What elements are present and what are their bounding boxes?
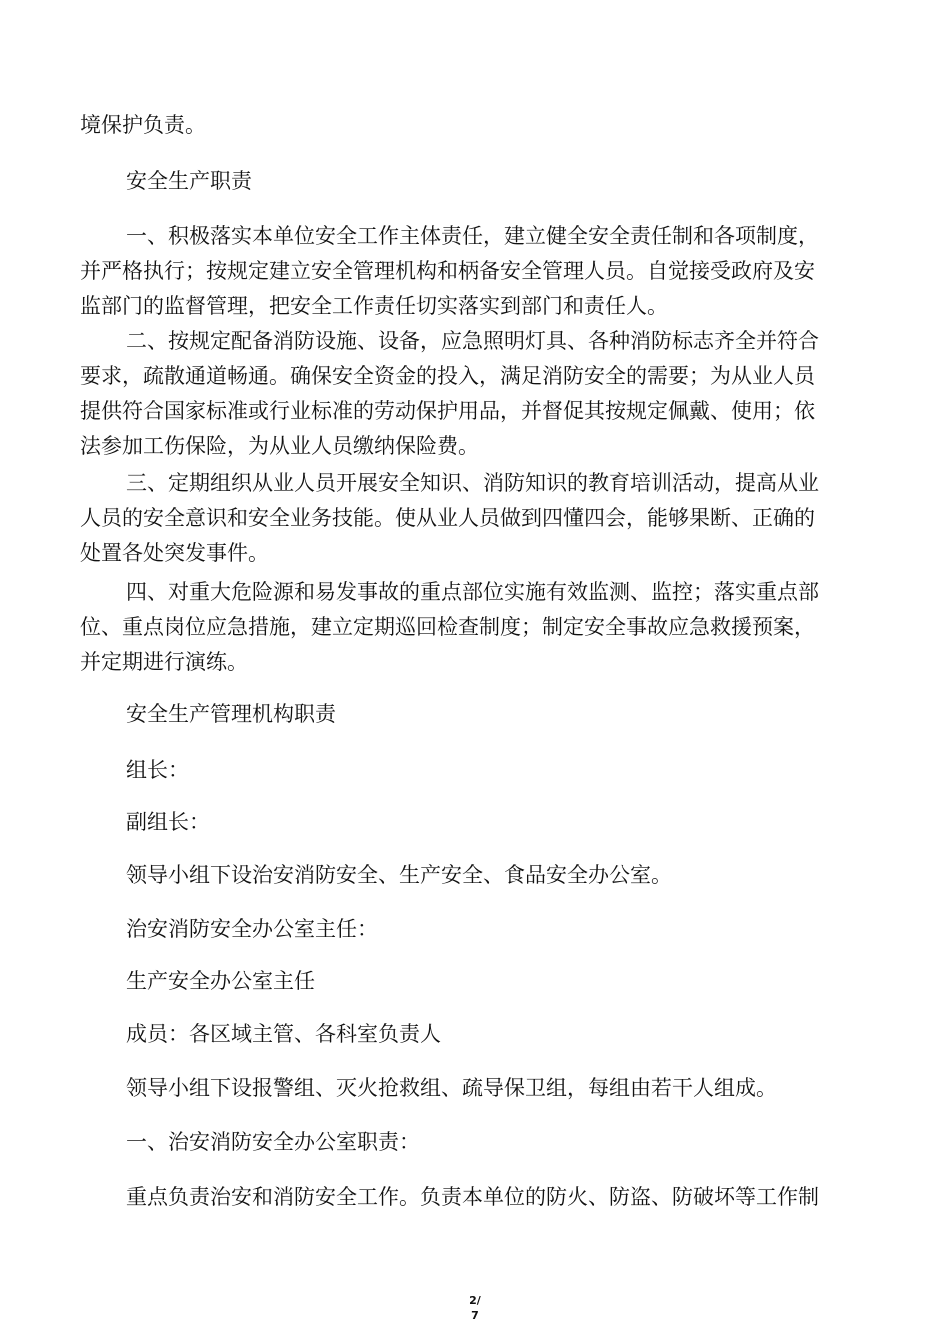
text-line: 一、积极落实本单位安全工作主体责任，建立健全安全责任制和各项制度， [126, 224, 819, 248]
text-line: 位、重点岗位应急措施，建立定期巡回检查制度；制定安全事故应急救援预案， [80, 615, 815, 639]
text-line: 境保护负责。 [80, 113, 206, 137]
paragraph-item-2 [80, 324, 866, 464]
text-line: 处置各处突发事件。 [80, 541, 269, 565]
paragraph-item-4 [80, 575, 866, 680]
paragraph-continuation [80, 108, 866, 143]
text-line: 组长： [126, 758, 189, 782]
text-line: 副组长： [126, 810, 210, 834]
text-line: 生产安全办公室主任 [126, 969, 315, 993]
text-line: 领导小组下设治安消防安全、生产安全、食品安全办公室。 [126, 863, 672, 887]
text-line: 监部门的监督管理，把安全工作责任切实落实到部门和责任人。 [80, 294, 668, 318]
paragraph-item-1 [80, 219, 866, 324]
text-line: 领导小组下设报警组、灭火抢救组、疏导保卫组，每组由若干人组成。 [126, 1076, 777, 1100]
text-line: 一、治安消防安全办公室职责： [126, 1130, 420, 1154]
text-line: 四、对重大危险源和易发事故的重点部位实施有效监测、监控；落实重点部 [126, 580, 819, 604]
text-line: 重点负责治安和消防安全工作。负责本单位的防火、防盗、防破坏等工作制 [126, 1185, 819, 1209]
section-heading-safety-production-duties [80, 164, 866, 199]
paragraph-fire-office-duties [80, 1180, 866, 1215]
text-line: 安全生产管理机构职责 [126, 702, 336, 726]
paragraph-members [80, 1017, 866, 1052]
paragraph-production-office-director [80, 964, 866, 999]
paragraph-fire-office-duties-heading [80, 1125, 866, 1160]
page-number-total: 7 [471, 1309, 479, 1322]
paragraph-offices [80, 858, 866, 893]
text-line: 法参加工伤保险，为从业人员缴纳保险费。 [80, 434, 479, 458]
text-line: 要求，疏散通道畅通。确保安全资金的投入，满足消防安全的需要；为从业人员 [80, 364, 815, 388]
paragraph-fire-office-director [80, 912, 866, 947]
text-line: 并定期进行演练。 [80, 650, 248, 674]
text-line: 治安消防安全办公室主任： [126, 917, 378, 941]
text-line: 成员：各区域主管、各科室负责人 [126, 1022, 441, 1046]
text-line: 提供符合国家标准或行业标准的劳动保护用品，并督促其按规定佩戴、使用；依 [80, 399, 815, 423]
text-line: 并严格执行；按规定建立安全管理机构和柄备安全管理人员。自觉接受政府及安 [80, 259, 815, 283]
text-line: 三、定期组织从业人员开展安全知识、消防知识的教育培训活动，提高从业 [126, 471, 819, 495]
text-line: 人员的安全意识和安全业务技能。使从业人员做到四懂四会，能够果断、正确的 [80, 506, 815, 530]
text-line: 安全生产职责 [126, 169, 252, 193]
paragraph-deputy-leader [80, 805, 866, 840]
page-number-current: 2/ [469, 1294, 481, 1307]
paragraph-team-leader [80, 753, 866, 788]
text-line: 二、按规定配备消防设施、设备，应急照明灯具、各种消防标志齐全并符合 [126, 329, 819, 353]
page-number [462, 1293, 488, 1323]
section-heading-management-duties [80, 697, 866, 732]
paragraph-groups [80, 1071, 866, 1106]
paragraph-item-3 [80, 466, 866, 571]
